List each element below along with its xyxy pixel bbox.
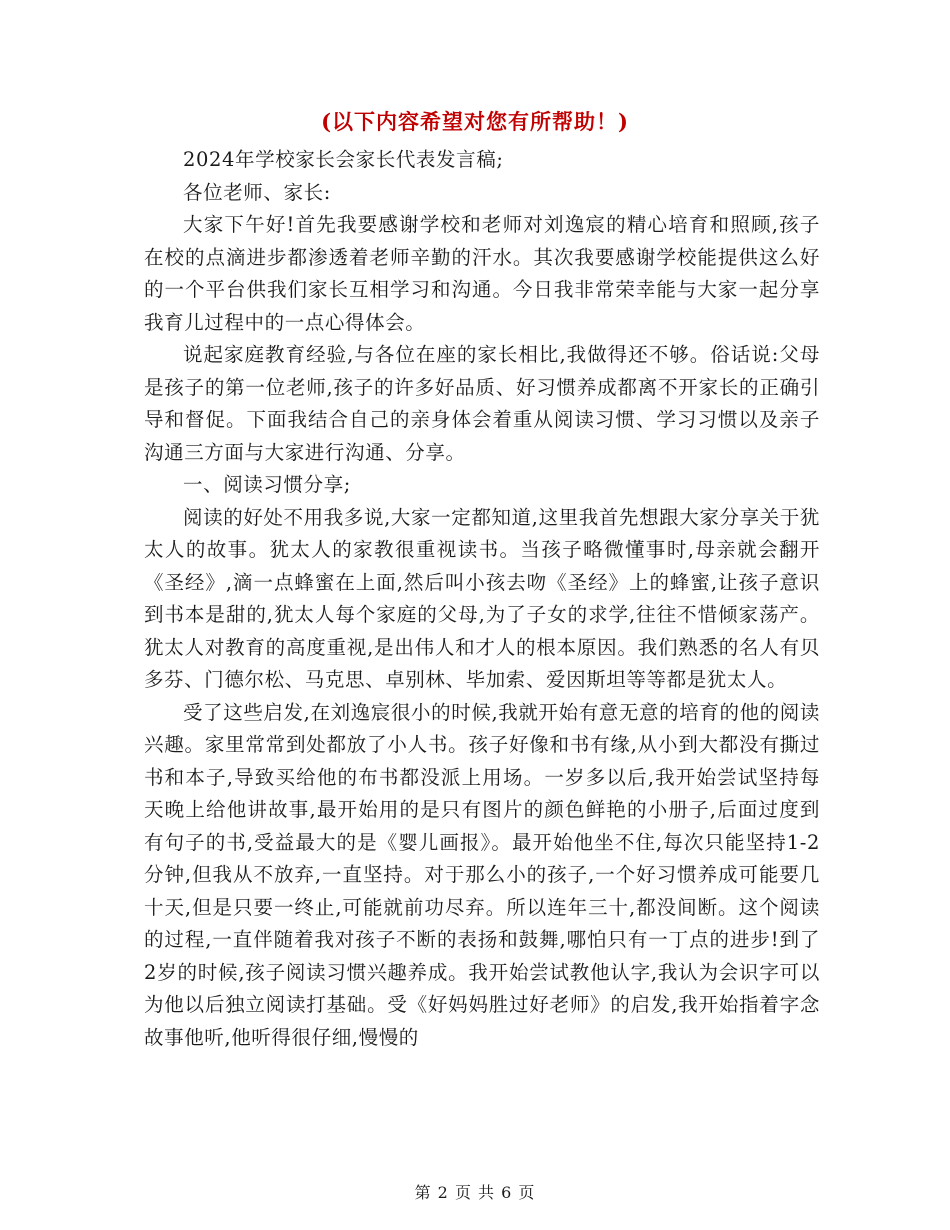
body-paragraph: 大家下午好!首先我要感谢学校和老师对刘逸宸的精心培育和照顾,孩子在校的点滴进步都渗透着老师辛勤的汗水。其次我要感谢学校能提供这么好的一个平台供我们家长互相学习和沟通。今日我非常荣幸能与大家一起分享我育儿过程中的一点心得体会。 [144,213,820,334]
speech-title-paragraph: 2024年学校家长会家长代表发言稿; [183,148,504,171]
section-heading-paragraph: 一、阅读习惯分享; [183,473,351,496]
body-paragraph: 受了这些启发,在刘逸宸很小的时候,我就开始有意无意的培育的他的阅读兴趣。家里常常到处都放了小人书。孩子好像和书有缘,从小到大都没有撕过书和本子,导致买给他的布书都没派上用场。一岁多以后,我开始尝试坚持每天晚上给他讲故事,最开始用的是只有图片的颜色鲜艳的小册子,后面过度到有句子的书,受益最大的是《婴儿画报》。最开始他坐不住,每次只能坚持1-2分钟,但我从不放弃,一直坚持。对于那么小的孩子,一个好习惯养成可能要几十天,但是只要一终止,可能就前功尽弃。所以连年三十,都没间断。这个阅读的过程,一直伴随着我对孩子不断的表扬和鼓舞,哪怕只有一丁点的进步!到了2岁的时候,孩子阅读习惯兴趣养成。我开始尝试教他认字,我认为会识字可以为他以后独立阅读打基础。受《好妈妈胜过好老师》的启发,我开始指着字念故事他听,他听得很仔细,慢慢的 [144,700,820,1049]
document-body [144,144,820,1054]
salutation-paragraph: 各位老师、家长: [183,180,331,204]
page-number-footer: 第 2 页 共 6 页 [414,1183,536,1202]
helpful-notice-heading: (以下内容希望对您有所帮助！) [321,109,629,134]
body-paragraph: 说起家庭教育经验,与各位在座的家长相比,我做得还不够。俗话说:父母是孩子的第一位老师,孩子的许多好品质、好习惯养成都离不开家长的正确引导和督促。下面我结合自己的亲身体会着重从阅读习惯、学习习惯以及亲子沟通三方面与大家进行沟通、分享。 [144,343,820,464]
body-paragraph: 阅读的好处不用我多说,大家一定都知道,这里我首先想跟大家分享关于犹太人的故事。犹太人的家教很重视读书。当孩子略微懂事时,母亲就会翻开《圣经》,滴一点蜂蜜在上面,然后叫小孩去吻《圣经》上的蜂蜜,让孩子意识到书本是甜的,犹太人每个家庭的父母,为了子女的求学,往往不惜倾家荡产。犹太人对教育的高度重视,是出伟人和才人的根本原因。我们熟悉的名人有贝多芬、门德尔松、马克思、卓别林、毕加索、爱因斯坦等等都是犹太人。 [144,505,820,691]
